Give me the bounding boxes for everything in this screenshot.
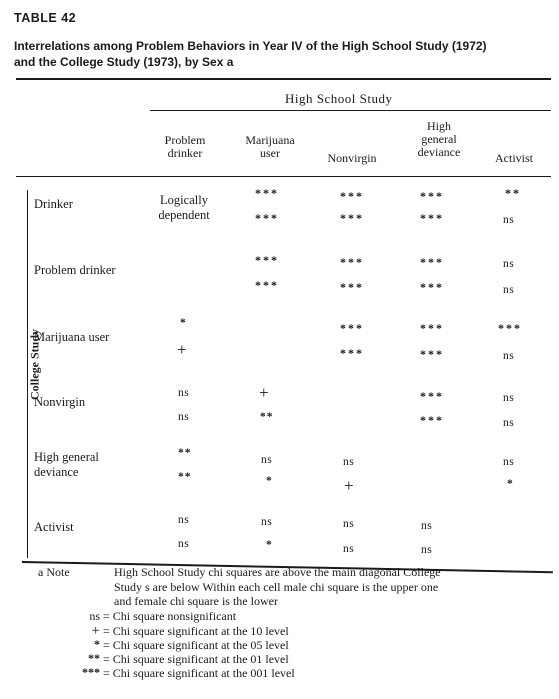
legend-symbol-plus: + xyxy=(91,623,100,639)
legend-symbol-two-star: ** xyxy=(88,651,100,665)
high-school-study-header: High School Study xyxy=(285,91,393,106)
cell-r1-c2-upper: *** xyxy=(255,186,279,200)
row-label-high-general-deviance: High general deviance xyxy=(34,450,99,479)
cell-r4-c5-upper: ns xyxy=(503,392,515,404)
note-text-line-3: and female chi square is the lower xyxy=(114,594,278,608)
cell-r4-c2-upper: + xyxy=(259,383,270,402)
cell-r4-c1-upper: ns xyxy=(178,387,190,399)
legend-symbol-ns: ns xyxy=(89,609,100,623)
diagonal-logically-dependent: Logically dependent xyxy=(158,193,210,222)
col-header-marijuana-user: Marijuana user xyxy=(245,133,295,160)
cell-r5-c3-upper: ns xyxy=(343,456,355,468)
col-header-nonvirgin: Nonvirgin xyxy=(327,151,377,165)
legend-text-one-star: = Chi square significant at the 05 level xyxy=(103,638,289,652)
cell-r5-c3-lower: + xyxy=(344,476,355,495)
legend-text-ns: = Chi square nonsignificant xyxy=(103,609,237,623)
legend-symbol-three-star: *** xyxy=(82,665,100,679)
cell-r1-c3-upper: *** xyxy=(340,189,364,203)
cell-r4-c2-lower: ** xyxy=(260,411,274,423)
row-label-activist: Activist xyxy=(34,520,74,534)
legend-symbol-one-star: * xyxy=(94,637,100,651)
note-text-line-1: High School Study chi squares are above the main diagonal College xyxy=(114,565,441,579)
cell-r1-c4-lower: *** xyxy=(420,211,444,225)
cell-r3-c5-lower: ns xyxy=(503,350,515,362)
cell-r3-c1-upper: * xyxy=(180,317,187,329)
cell-r4-c1-lower: ns xyxy=(178,411,190,423)
legend-text-two-star: = Chi square significant at the 01 level xyxy=(103,652,289,666)
cell-r3-c5-upper: *** xyxy=(498,321,522,335)
col-header-high-general-deviance: High general deviance xyxy=(417,119,461,159)
cell-r5-c1-upper: ** xyxy=(178,447,192,459)
college-study-label: College Study xyxy=(27,329,42,401)
cell-r3-c4-lower: *** xyxy=(420,347,444,361)
cell-r6-c2-upper: ns xyxy=(261,516,273,528)
cell-r5-c1-lower: ** xyxy=(178,471,192,483)
col-header-activist: Activist xyxy=(495,151,533,165)
cell-r2-c4-lower: *** xyxy=(420,280,444,294)
cell-r6-c1-lower: ns xyxy=(178,538,190,550)
cell-r2-c3-lower: *** xyxy=(340,280,364,294)
cell-r5-c5-lower: * xyxy=(507,478,514,490)
col-header-problem-drinker: Problem drinker xyxy=(164,133,206,160)
cell-r3-c4-upper: *** xyxy=(420,321,444,335)
cell-r1-c2-lower: *** xyxy=(255,211,279,225)
cell-r5-c5-upper: ns xyxy=(503,456,515,468)
table-caption-line-1: Interrelations among Problem Behaviors in Year IV of the High School Study (1972) xyxy=(14,39,487,53)
row-label-nonvirgin: Nonvirgin xyxy=(34,395,86,409)
cell-r2-c2-lower: *** xyxy=(255,278,279,292)
cell-r3-c3-lower: *** xyxy=(340,346,364,360)
note-text-line-2: Study s are below Within each cell male chi square is the upper one xyxy=(114,580,439,594)
legend-text-plus: = Chi square significant at the 10 level xyxy=(103,624,289,638)
row-label-problem-drinker: Problem drinker xyxy=(34,263,116,277)
cell-r4-c4-lower: *** xyxy=(420,413,444,427)
cell-r6-c2-lower: * xyxy=(266,539,273,551)
cell-r2-c4-upper: *** xyxy=(420,255,444,269)
cell-r1-c3-lower: *** xyxy=(340,211,364,225)
table-label: TABLE 42 xyxy=(14,11,77,25)
header-rule xyxy=(16,176,551,177)
cell-r1-c4-upper: *** xyxy=(420,189,444,203)
cell-r6-c3-lower: ns xyxy=(343,543,355,555)
table-caption-line-2: and the College Study (1973), by Sex a xyxy=(14,55,234,69)
cell-r1-c5-upper: ** xyxy=(505,186,521,200)
top-rule xyxy=(16,78,551,80)
cell-r5-c2-lower: * xyxy=(266,475,273,487)
cell-r6-c3-upper: ns xyxy=(343,518,355,530)
cell-r2-c5-lower: ns xyxy=(503,284,515,296)
cell-r3-c3-upper: *** xyxy=(340,321,364,335)
cell-r4-c4-upper: *** xyxy=(420,389,444,403)
cell-r5-c2-upper: ns xyxy=(261,454,273,466)
row-label-drinker: Drinker xyxy=(34,197,73,211)
row-label-marijuana-user: Marijuana user xyxy=(34,330,110,344)
cell-r2-c2-upper: *** xyxy=(255,253,279,267)
cell-r2-c3-upper: *** xyxy=(340,255,364,269)
legend-text-three-star: = Chi square significant at the 001 level xyxy=(103,666,295,680)
cell-r6-c4-lower: ns xyxy=(421,544,433,556)
cell-r2-c5-upper: ns xyxy=(503,258,515,270)
cell-r3-c1-lower: + xyxy=(177,340,188,359)
cell-r6-c4-upper: ns xyxy=(421,520,433,532)
note-label: a Note xyxy=(38,565,70,579)
spanner-rule xyxy=(150,110,551,111)
cell-r1-c5-lower: ns xyxy=(503,214,515,226)
cell-r6-c1-upper: ns xyxy=(178,514,190,526)
cell-r4-c5-lower: ns xyxy=(503,417,515,429)
